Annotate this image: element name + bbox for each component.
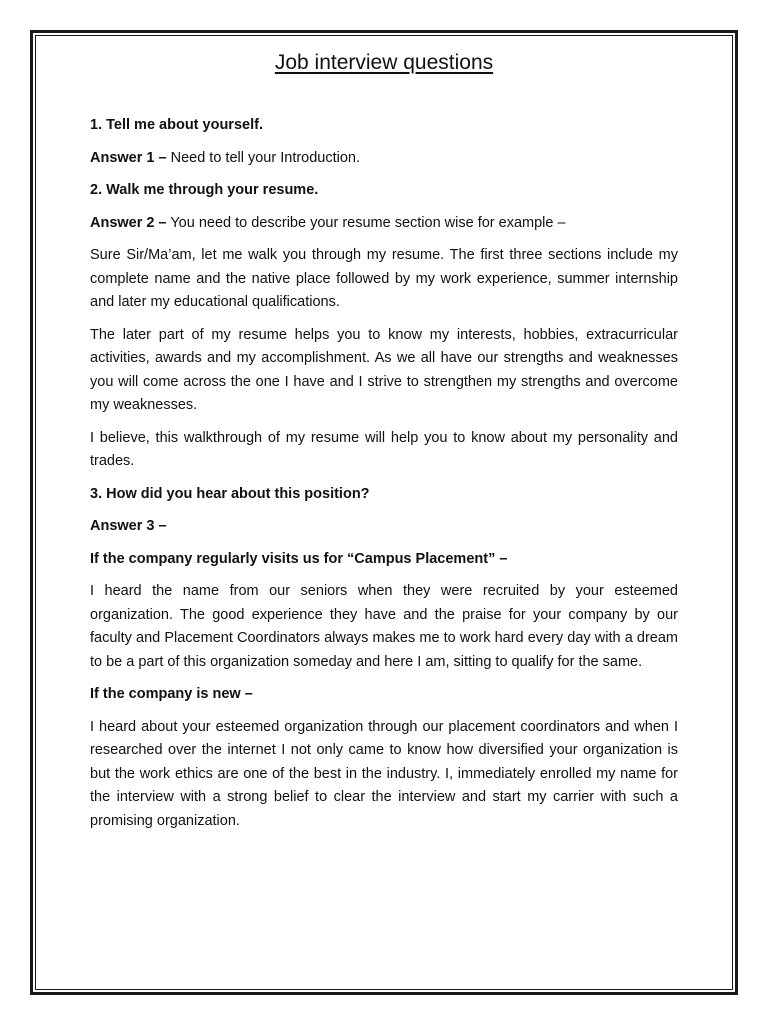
answer-2-paragraph-3: I believe, this walkthrough of my resume will help you to know about my personality and trades.	[90, 429, 678, 469]
answer-3-case-2-heading: If the company is new –	[90, 686, 253, 702]
answer-2-text: You need to describe your resume section wise for example –	[166, 214, 566, 231]
question-1: 1. Tell me about yourself.	[90, 117, 263, 133]
answer-3-case-1-text: I heard the name from our seniors when they were recruited by your esteemed organization. The good experience they have and the praise for your company by our faculty and Placement Coordinators always makes me to work hard every day with a dream to be a part of this organization someday and here I am, sitting to qualify for the same.	[90, 583, 678, 670]
document-body	[90, 48, 678, 842]
answer-1-label: Answer 1 –	[90, 149, 167, 166]
answer-1-text: Need to tell your Introduction.	[166, 149, 361, 166]
question-2: 2. Walk me through your resume.	[90, 182, 319, 198]
answer-3-case-1-heading: If the company regularly visits us for “Campus Placement” –	[90, 550, 508, 567]
answer-3-label: Answer 3 –	[90, 518, 167, 534]
answer-3-case-2-text: I heard about your esteemed organization through our placement coordinators and when I researched over the internet I not only came to know how diversified your organization is but the work ethics are one of the best in the industry. I, immediately enrolled my name for the interview with a strong belief to clear the interview and start my carrier with such a promising organization.	[90, 718, 678, 829]
page-title: Job interview questions	[274, 51, 494, 74]
answer-2-paragraph-2: The later part of my resume helps you to know my interests, hobbies, extracurricular activities, awards and my accomplishment. As we all have our strengths and weaknesses you will come across the one I have and I strive to strengthen my strengths and overcome my weaknesses.	[90, 326, 678, 413]
question-3: 3. How did you hear about this position?	[90, 485, 370, 502]
answer-2-label: Answer 2 –	[90, 214, 167, 231]
answer-1	[90, 147, 678, 171]
answer-2	[90, 212, 678, 236]
answer-2-paragraph-1: Sure Sir/Ma’am, let me walk you through my resume. The first three sections include my complete name and the native place followed by my work experience, summer internship and later my educational qualifications.	[90, 247, 678, 310]
